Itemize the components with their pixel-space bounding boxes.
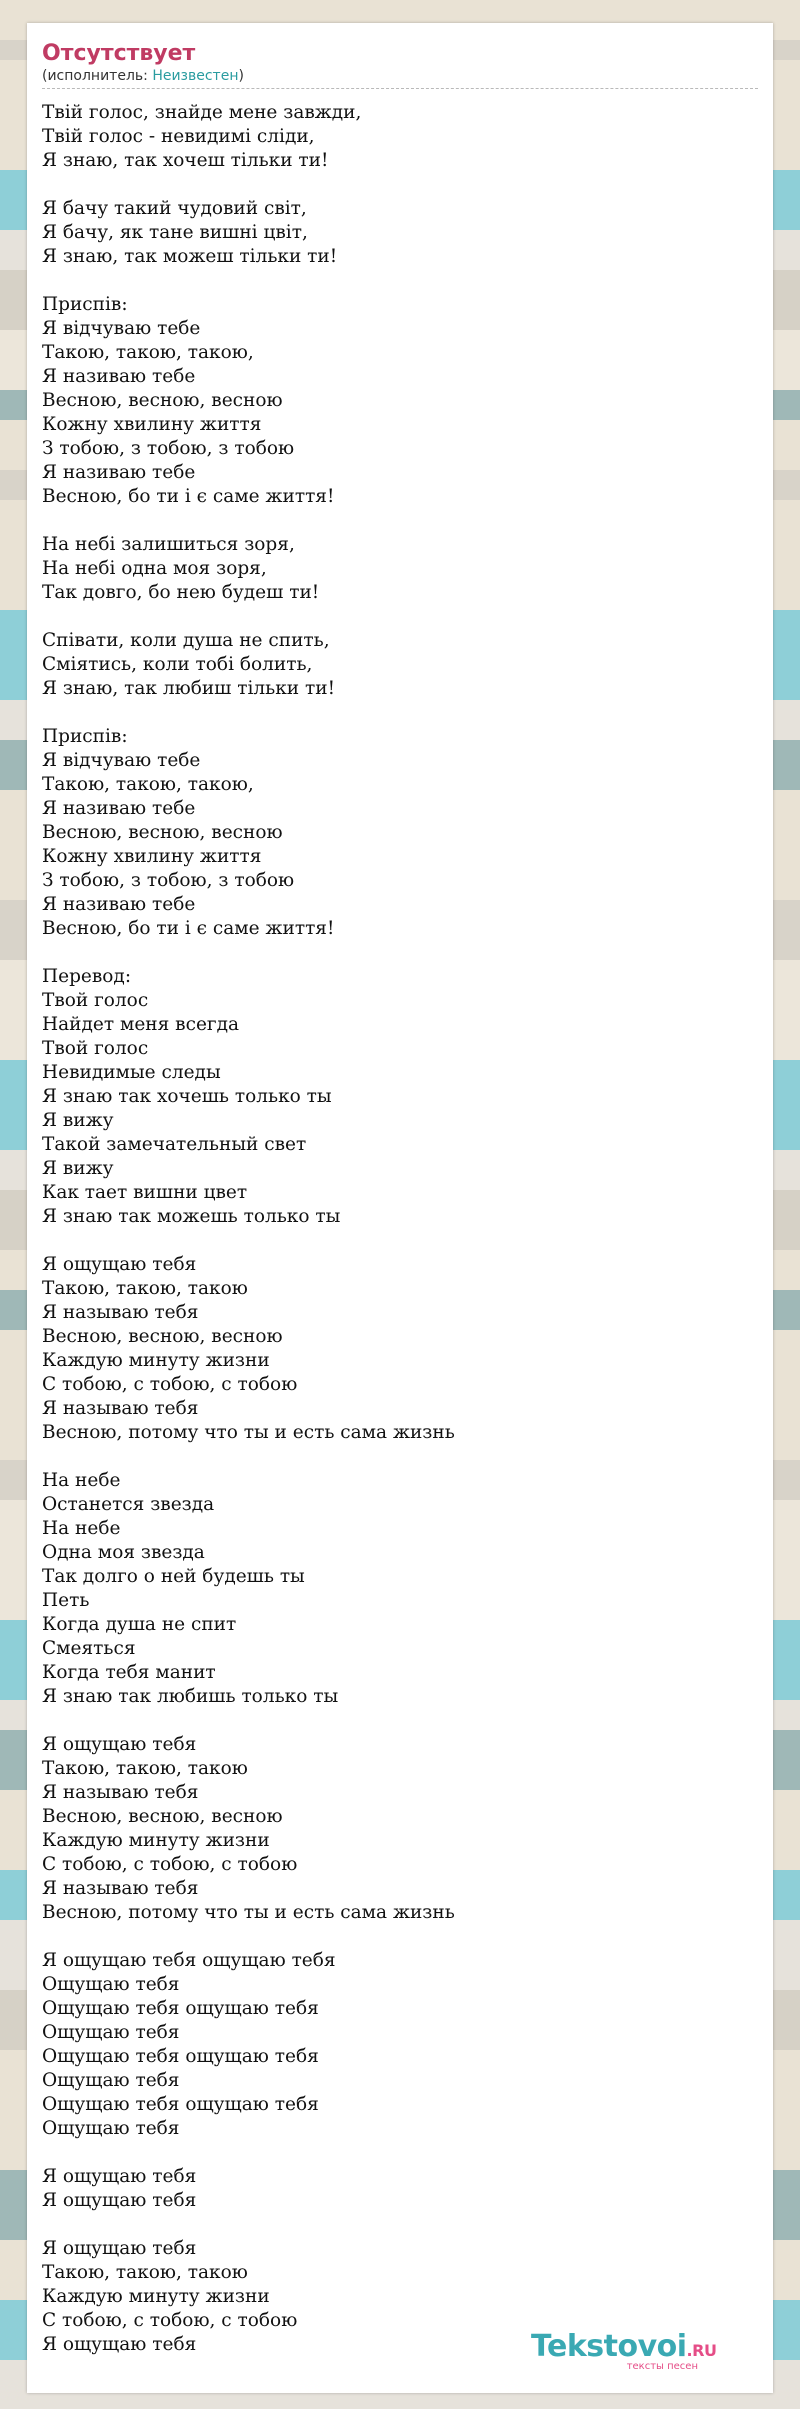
lyric-line: Ощущаю тебя (42, 2070, 180, 2091)
lyric-line: Я ощущаю тебя ощущаю тебя (42, 1950, 336, 1971)
lyric-blank-line (42, 269, 758, 293)
lyric-blank-line (42, 1709, 758, 1733)
lyric-line: Ощущаю тебя ощущаю тебя (42, 1998, 319, 2019)
lyric-line: Каждую минуту жизни (42, 2286, 270, 2307)
lyric-line: Такою, такою, такою (42, 1758, 248, 1779)
lyric-line: Весною, весною, весною (42, 1806, 283, 1827)
lyric-blank-line (42, 2141, 758, 2165)
lyric-line: Такою, такою, такою, (42, 774, 254, 795)
lyric-line: Весною, бо ти і є саме життя! (42, 918, 335, 939)
lyric-blank-line (42, 1925, 758, 1949)
lyric-line: Я називаю тебе (42, 798, 196, 819)
lyric-line: Каждую минуту жизни (42, 1350, 270, 1371)
song-title: Отсутствует (42, 41, 196, 66)
lyric-line: Кожну хвилину життя (42, 414, 262, 435)
lyric-line: Весною, потому что ты и есть сама жизнь (42, 1902, 455, 1923)
lyric-line: Весною, весною, весною (42, 822, 283, 843)
lyric-line: Каждую минуту жизни (42, 1830, 270, 1851)
lyric-line: Твой голос (42, 990, 149, 1011)
lyric-line: Я называю тебя (42, 1878, 199, 1899)
artist-link[interactable]: Неизвестен (152, 68, 239, 84)
lyric-line: Петь (42, 1590, 90, 1611)
lyric-line: Я называю тебя (42, 1782, 199, 1803)
lyric-line: Я відчуваю тебе (42, 318, 201, 339)
artist-suffix: ) (238, 68, 244, 84)
lyric-line: Ощущаю тебя ощущаю тебя (42, 2094, 319, 2115)
lyric-line: Когда тебя манит (42, 1662, 216, 1683)
lyric-line: Я ощущаю тебя (42, 2238, 197, 2259)
lyric-blank-line (42, 1445, 758, 1469)
lyrics-card (27, 23, 773, 2393)
lyric-line: Как тает вишни цвет (42, 1182, 248, 1203)
lyric-blank-line (42, 941, 758, 965)
lyrics-text (42, 101, 758, 2357)
lyric-line: Я знаю так можешь только ты (42, 1206, 341, 1227)
lyric-line: Смеяться (42, 1638, 136, 1659)
lyric-line: Ощущаю тебя (42, 2022, 180, 2043)
lyric-line: Я називаю тебе (42, 462, 196, 483)
lyric-line: Когда душа не спит (42, 1614, 237, 1635)
lyric-line: Кожну хвилину життя (42, 846, 262, 867)
lyric-blank-line (42, 173, 758, 197)
lyric-line: Такою, такою, такою (42, 1278, 248, 1299)
lyric-line: Весною, весною, весною (42, 390, 283, 411)
lyric-line: З тобою, з тобою, з тобою (42, 870, 295, 891)
lyric-line: Приспів: (42, 726, 128, 747)
lyric-line: Я знаю, так любиш тільки ти! (42, 678, 336, 699)
lyric-line: С тобою, с тобою, с тобою (42, 2310, 298, 2331)
lyric-blank-line (42, 509, 758, 533)
lyric-line: На небі одна моя зоря, (42, 558, 267, 579)
lyric-line: Невидимые следы (42, 1062, 221, 1083)
site-logo[interactable] (531, 2331, 746, 2373)
lyric-line: Твій голос - невидимі сліди, (42, 126, 315, 147)
lyric-line: На небі залишиться зоря, (42, 534, 295, 555)
lyric-line: Я відчуваю тебе (42, 750, 201, 771)
lyric-line: Співати, коли душа не спить, (42, 630, 330, 651)
lyric-line: З тобою, з тобою, з тобою (42, 438, 295, 459)
logo-tld: .RU (686, 2341, 717, 2360)
lyric-line: Я знаю, так хочеш тільки ти! (42, 150, 329, 171)
lyric-line: Твой голос (42, 1038, 149, 1059)
lyric-line: Такой замечательный свет (42, 1134, 307, 1155)
lyric-line: Я ощущаю тебя (42, 2166, 197, 2187)
lyric-line: Я называю тебя (42, 1302, 199, 1323)
lyric-line: Так долго о ней будешь ты (42, 1566, 305, 1587)
lyric-line: На небе (42, 1470, 121, 1491)
lyric-line: Останется звезда (42, 1494, 215, 1515)
lyric-blank-line (42, 2213, 758, 2237)
lyric-line: Я бачу такий чудовий світ, (42, 198, 307, 219)
lyric-line: Я бачу, як тане вишні цвіт, (42, 222, 308, 243)
lyric-line: Одна моя звезда (42, 1542, 205, 1563)
lyric-line: Ощущаю тебя ощущаю тебя (42, 2046, 319, 2067)
song-header (42, 41, 758, 89)
lyric-line: Я називаю тебе (42, 894, 196, 915)
lyric-line: Я знаю так любишь только ты (42, 1686, 339, 1707)
lyric-line: С тобою, с тобою, с тобою (42, 1374, 298, 1395)
lyric-line: Я знаю так хочешь только ты (42, 1086, 332, 1107)
lyric-blank-line (42, 605, 758, 629)
lyric-blank-line (42, 701, 758, 725)
lyric-line: Весною, весною, весною (42, 1326, 283, 1347)
lyric-line: С тобою, с тобою, с тобою (42, 1854, 298, 1875)
lyric-line: Такою, такою, такою (42, 2262, 248, 2283)
lyric-line: Я вижу (42, 1110, 114, 1131)
artist-prefix: (исполнитель: (42, 68, 153, 84)
lyric-line: Такою, такою, такою, (42, 342, 254, 363)
lyric-line: Так довго, бо нею будеш ти! (42, 582, 320, 603)
lyric-blank-line (42, 1229, 758, 1253)
lyric-line: Я вижу (42, 1158, 114, 1179)
lyric-line: Весною, потому что ты и есть сама жизнь (42, 1422, 455, 1443)
lyric-line: Сміятись, коли тобі болить, (42, 654, 313, 675)
artist-line (42, 67, 758, 85)
lyric-line: Ощущаю тебя (42, 2118, 180, 2139)
lyric-line: Твій голос, знайде мене завжди, (42, 102, 362, 123)
lyric-line: Я ощущаю тебя (42, 2334, 197, 2355)
lyric-line: Я називаю тебе (42, 366, 196, 387)
lyric-line: Весною, бо ти і є саме життя! (42, 486, 335, 507)
lyric-line: Я знаю, так можеш тільки ти! (42, 246, 338, 267)
lyric-line: Я ощущаю тебя (42, 1254, 197, 1275)
lyric-line: Перевод: (42, 966, 132, 987)
lyric-line: Найдет меня всегда (42, 1014, 240, 1035)
lyric-line: Я ощущаю тебя (42, 2190, 197, 2211)
lyric-line: Я ощущаю тебя (42, 1734, 197, 1755)
lyric-line: Ощущаю тебя (42, 1974, 180, 1995)
logo-name: Tekstovoi (531, 2329, 687, 2364)
lyric-line: Приспів: (42, 294, 128, 315)
lyric-line: Я называю тебя (42, 1398, 199, 1419)
logo-tagline: тексты песен (626, 2361, 698, 2372)
lyric-line: На небе (42, 1518, 121, 1539)
